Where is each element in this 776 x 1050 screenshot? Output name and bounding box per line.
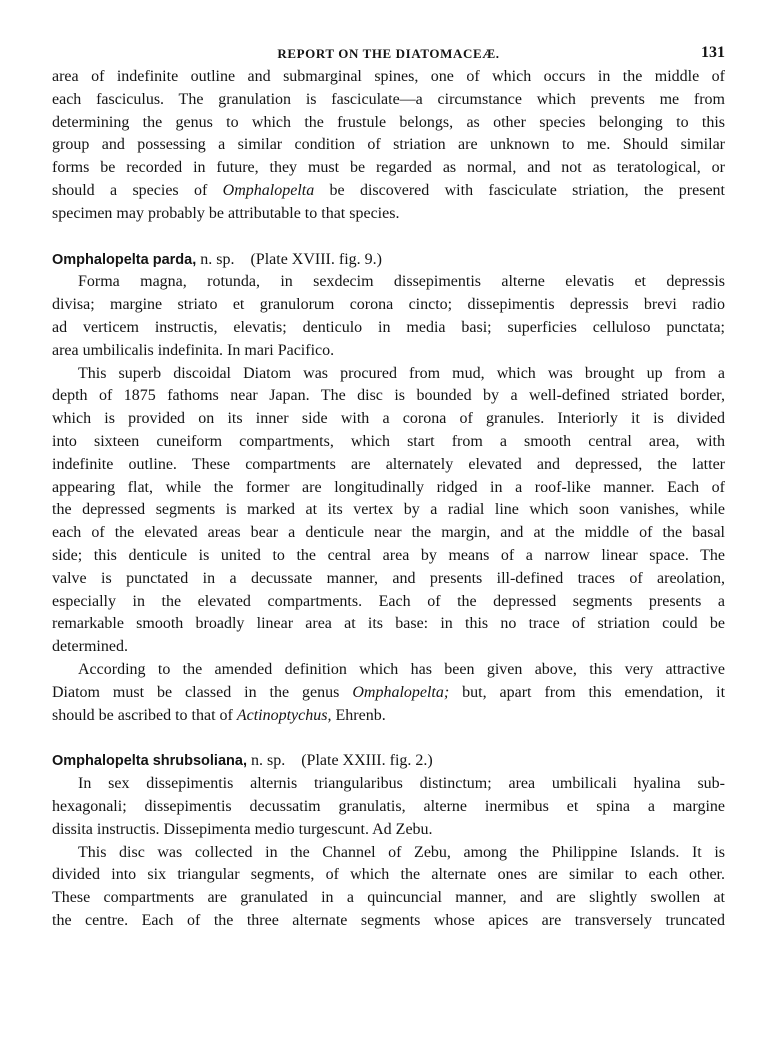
text-line: In sex dissepimentis alternis triangularibus distinctum; area umbilicali hyalina sub-	[78, 775, 725, 793]
text-line	[52, 705, 725, 728]
genus-name: Omphalopelta;	[352, 683, 450, 701]
text-line: especially in the elevated compartments. Each of the depressed segments presents a	[52, 592, 725, 610]
text-line: indefinite outline. These compartments are alternately elevated and depressed, the latter	[52, 455, 725, 473]
species-name: Omphalopelta parda,	[52, 251, 197, 268]
text-line: This superb discoidal Diatom was procured from mud, which was brought up from a	[78, 364, 725, 382]
latin-diagnosis-shrubsoliana	[52, 773, 725, 841]
text-line: the centre. Each of the three alternate segments whose apices are transversely truncated	[52, 911, 725, 929]
text-line: divided into six triangular segments, of which the alternate ones are similar to each other.	[52, 866, 725, 884]
text-line: divisa; margine striato et granulorum corona cincto; dissepimentis depressis brevi radio	[52, 296, 725, 314]
text-run: should be ascribed to that of	[52, 706, 237, 724]
text-line: the depressed segments is marked at its vertex by a radial line which soon vanishes, while	[52, 501, 725, 519]
genus-name: Omphalopelta	[222, 181, 315, 199]
remark-parda	[52, 659, 725, 727]
text-line: These compartments are granulated in a quincuncial manner, and are slightly swollen at	[52, 889, 725, 907]
species-heading-parda	[52, 249, 725, 272]
running-head	[52, 40, 725, 66]
text-line: ad verticem instructis, elevatis; denticulo in media basi; superficies celluloso punctata;	[52, 318, 725, 336]
text-run: Diatom must be classed in the genus	[52, 683, 353, 701]
species-heading-shrubsoliana	[52, 750, 725, 773]
text-line	[52, 682, 725, 705]
text-line: forms be recorded in future, they must be regarded as normal, and not as teratological, or	[52, 159, 725, 177]
text-line: area of indefinite outline and submarginal spines, one of which occurs in the middle of	[52, 68, 725, 85]
text-line: remarkable smooth broadly linear area at its base: in this no trace of striation could be	[52, 615, 725, 633]
species-designation: n. sp.	[196, 250, 235, 268]
text-line: According to the amended definition which has been given above, this very attractive	[78, 660, 725, 678]
text-line: hexagonali; dissepimentis decussatim granulatis, alterne inermibus et spina a margine	[52, 797, 725, 815]
text-run: Ehrenb.	[331, 706, 386, 724]
text-line: which is provided on its inner side with a corona of granules. Interiorly it is divided	[52, 410, 725, 428]
text-line: each of the elevated areas bear a denticule near the margin, and at the middle of the basal	[52, 524, 725, 542]
text-run: be discovered with fasciculate striation, the present	[314, 181, 725, 199]
text-line: determining the genus to which the frustule belongs, as other species belonging to this	[52, 113, 725, 131]
genus-name: Actinoptychus,	[236, 706, 332, 724]
text-line: appearing flat, while the former are longitudinally ridged in a roof-like manner. Each of	[52, 478, 725, 496]
page-number: 131	[701, 44, 725, 61]
text-run: should a species of	[52, 181, 223, 199]
page	[52, 40, 725, 933]
text-run: but, apart from this emendation, it	[449, 683, 726, 701]
description-parda	[52, 363, 725, 659]
text-line: group and possessing a similar condition of striation are unknown to me. Should similar	[52, 136, 725, 154]
running-title: REPORT ON THE DIATOMACEÆ.	[277, 46, 500, 61]
text-line: This disc was collected in the Channel of Zebu, among the Philippine Islands. It is	[78, 843, 725, 861]
text-line: dissita instructis. Dissepimenta medio turgescunt. Ad Zebu.	[52, 820, 433, 838]
text-line: valve is punctated in a decussate manner, and presents ill-defined traces of areolation,	[52, 569, 725, 587]
text-line: determined.	[52, 638, 128, 656]
description-shrubsoliana	[52, 842, 725, 933]
text-line: side; this denticule is united to the central area by means of a narrow linear space. The	[52, 546, 725, 564]
species-designation: n. sp.	[246, 752, 286, 770]
text-line: specimen may probably be attributable to that species.	[52, 204, 400, 222]
species-name: Omphalopelta shrubsoliana,	[52, 753, 247, 770]
text-line: Forma magna, rotunda, in sexdecim dissepimentis alterne elevatis et depressis	[78, 273, 725, 291]
text-line: area umbilicalis indefinita. In mari Pacifico.	[52, 341, 335, 359]
text-line: depth of 1875 fathoms near Japan. The disc is bounded by a well-defined striated border,	[52, 387, 725, 405]
text-line	[52, 180, 725, 203]
plate-reference: (Plate XVIII. fig. 9.)	[250, 250, 382, 268]
latin-diagnosis-parda	[52, 271, 725, 362]
plate-reference: (Plate XXIII. fig. 2.)	[301, 752, 433, 770]
text-line: into sixteen cuneiform compartments, which start from a smooth central area, with	[52, 432, 725, 450]
text-line: each fasciculus. The granulation is fasciculate—a circumstance which prevents me from	[52, 90, 725, 108]
intro-paragraph	[52, 66, 725, 226]
